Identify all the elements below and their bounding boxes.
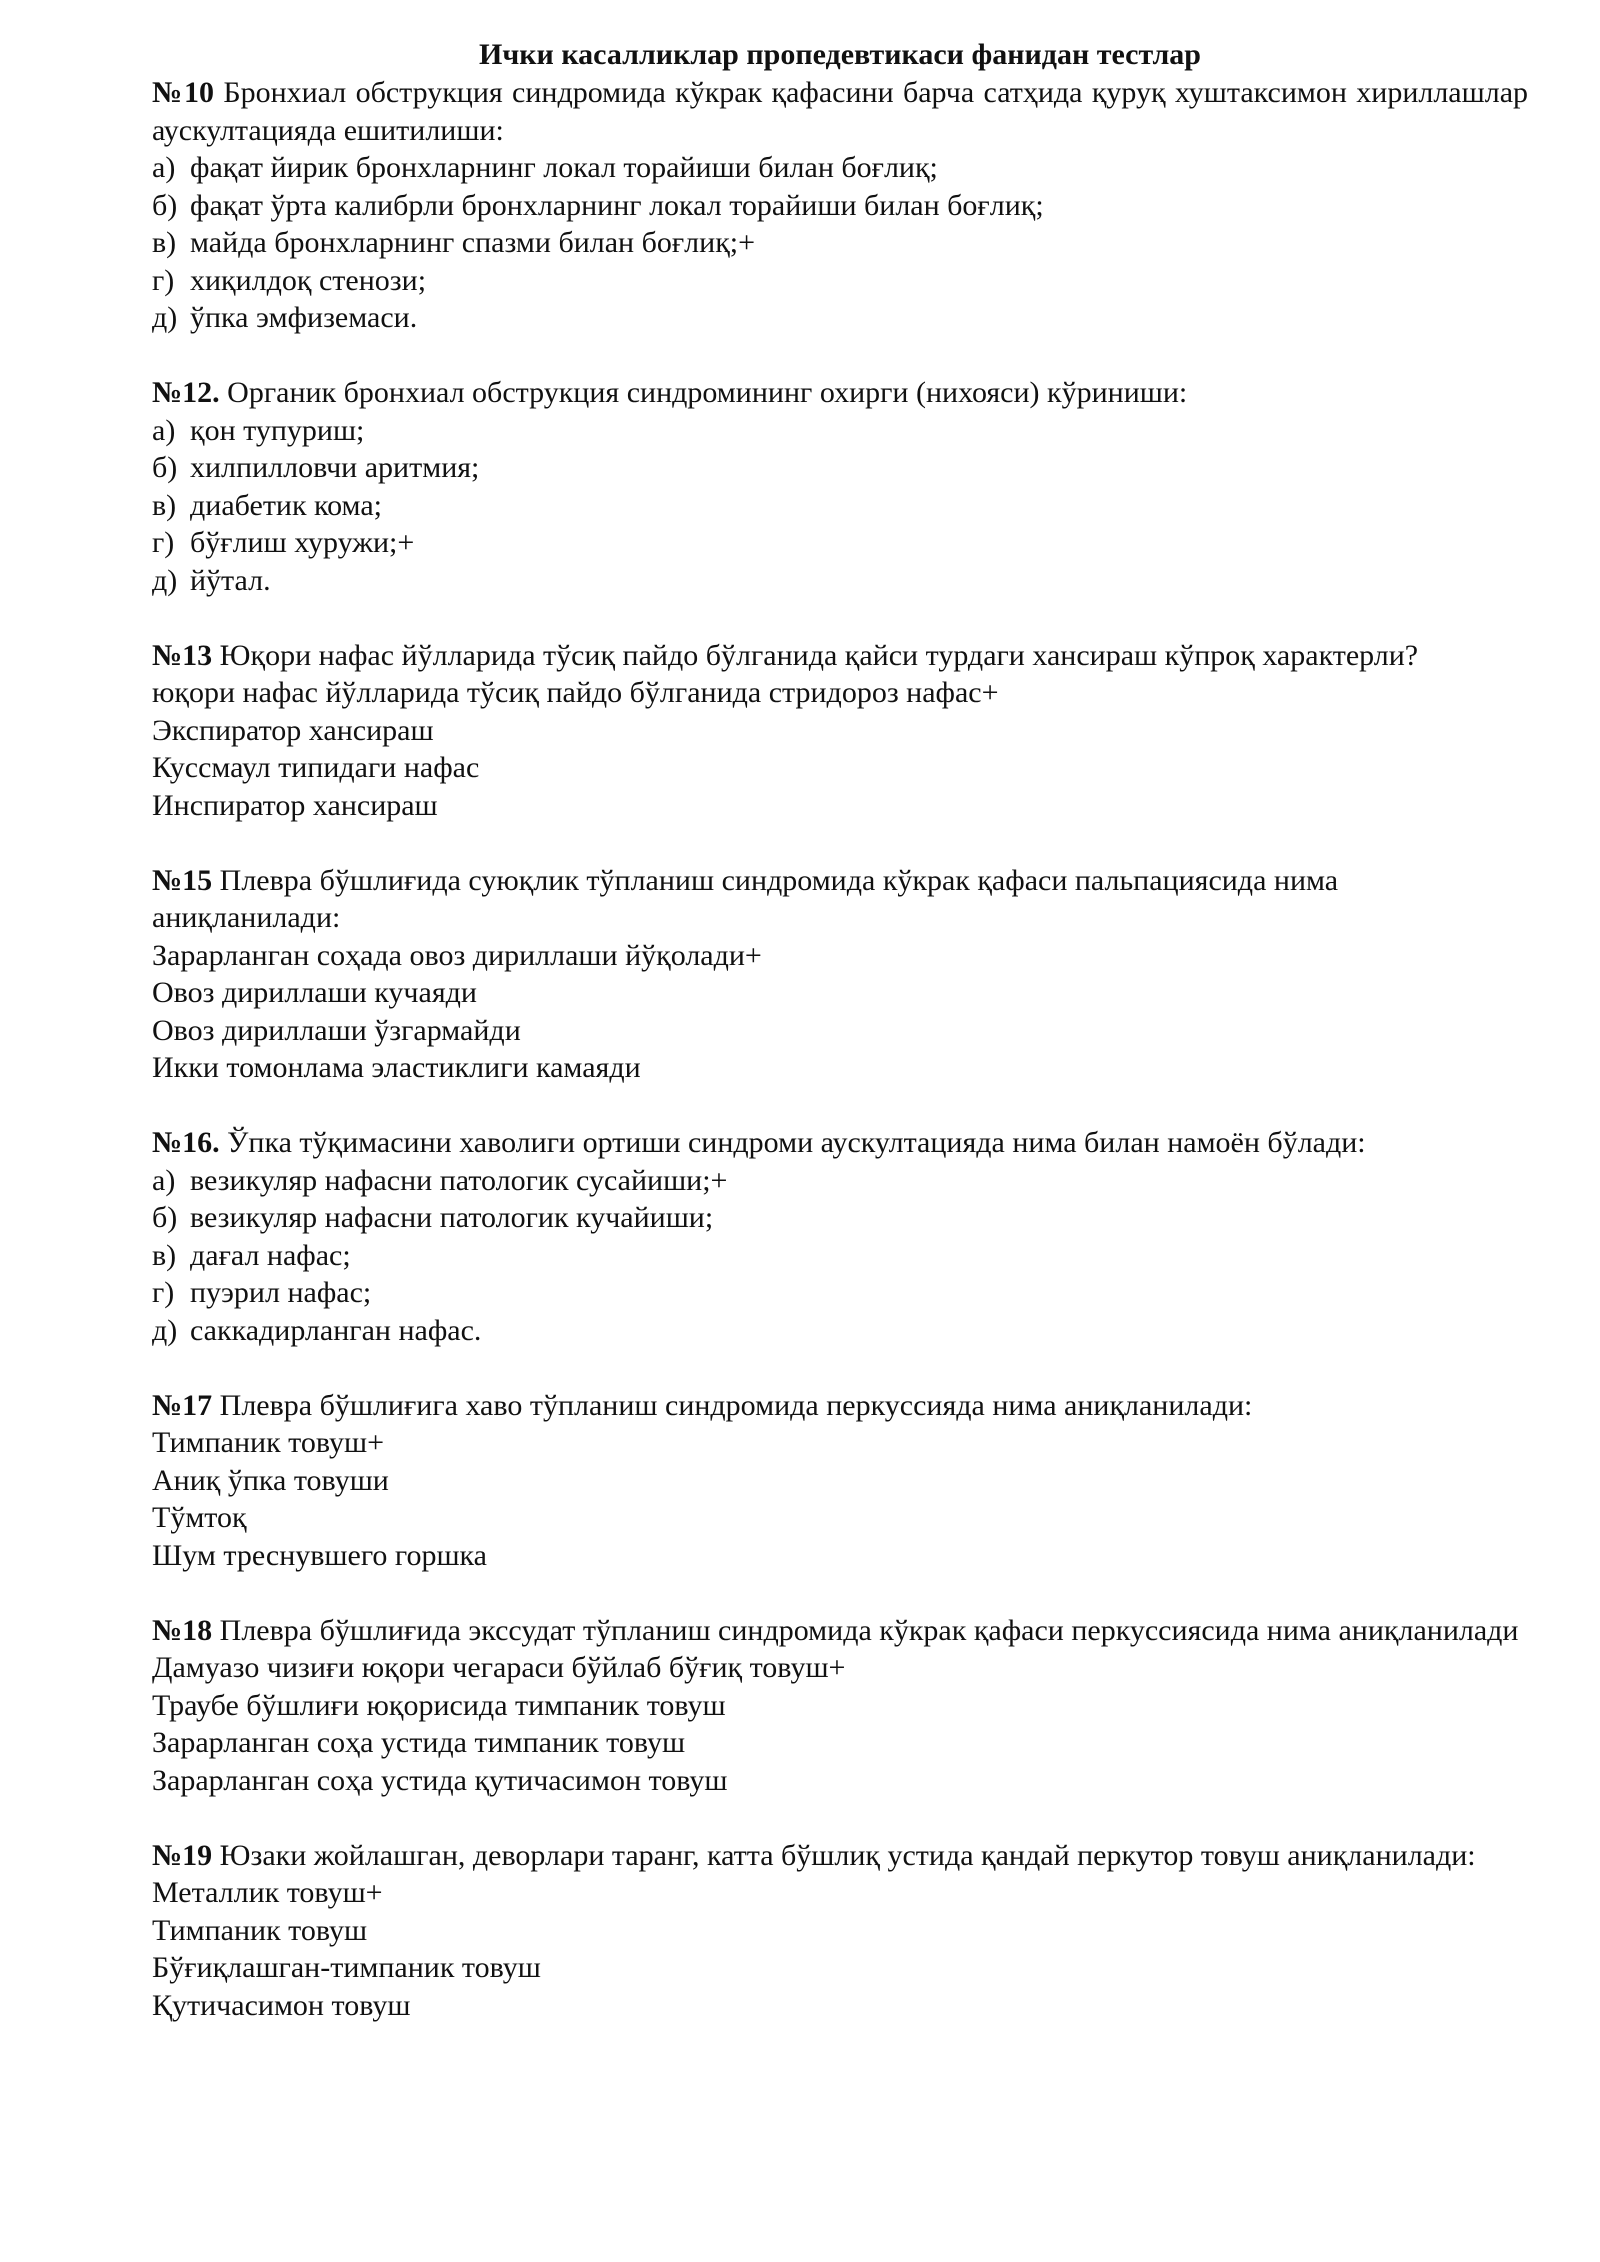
question-text	[152, 74, 1528, 149]
option-text: Куссмаул типидаги нафас	[152, 751, 480, 784]
question-number: №15	[152, 863, 213, 897]
option-text: Металлик товуш+	[152, 1876, 383, 1909]
question-number: №12.	[152, 376, 220, 409]
option-text: Зарарланган соҳа устида қутичасимон товуш	[152, 1763, 728, 1797]
option-label: а)	[152, 151, 176, 184]
option-text: Зарарланган соҳада овоз дириллаши йўқолади+	[152, 938, 762, 972]
option-text: Шум треснувшего горшка	[152, 1538, 487, 1572]
option-text: Траубе бўшлиғи юқорисида тимпаник товуш	[152, 1688, 726, 1722]
question-number: №13	[152, 638, 213, 672]
option-label: г)	[152, 526, 175, 559]
question-body: Ўпка тўқимасини хаволиги ортиши синдроми аускултацияда нима билан намоён бўлади:	[227, 1126, 1366, 1159]
option-text: Дамуазо чизиғи юқори чегараси бўйлаб бўғиқ товуш+	[152, 1651, 846, 1684]
answer-option	[152, 1949, 1528, 1987]
option-text: фақат йирик бронхларнинг локал торайиши билан боғлиқ;	[190, 151, 938, 184]
answer-option	[152, 674, 1528, 712]
option-text: саккадирланган нафас.	[190, 1313, 482, 1347]
option-text: ўпка эмфиземаси.	[190, 301, 418, 334]
option-text: юқори нафас йўлларида тўсиқ пайдо бўлганида стридороз нафас+	[152, 676, 999, 709]
question-text	[152, 862, 1528, 937]
question-number: №10	[152, 76, 214, 109]
option-label: а)	[152, 1163, 176, 1197]
answer-option	[152, 937, 1528, 975]
option-text: Қутичасимон товуш	[152, 1988, 411, 2022]
option-text: Инспиратор хансираш	[152, 788, 438, 822]
question-text	[152, 374, 1528, 412]
option-text: Зарарланган соҳа устида тимпаник товуш	[152, 1726, 686, 1759]
question-number: №18	[152, 1613, 213, 1647]
option-text: Бўғиқлашган-тимпаник товуш	[152, 1951, 541, 1984]
answer-option	[152, 412, 1528, 450]
question-block	[152, 1837, 1528, 2025]
answer-option	[152, 1537, 1528, 1575]
question-block	[152, 374, 1528, 599]
answer-option	[152, 1499, 1528, 1537]
answer-option	[152, 1912, 1528, 1950]
question-body: Юқори нафас йўлларида тўсиқ пайдо бўлганида қайси турдаги хансираш кўпроқ характерли?	[219, 638, 1419, 672]
option-text: везикуляр нафасни патологик кучайиши;	[190, 1201, 714, 1234]
answer-option	[152, 787, 1528, 825]
option-text: Овоз дириллаши кучаяди	[152, 976, 477, 1009]
option-text: Экспиратор хансираш	[152, 713, 434, 747]
option-text: дағал нафас;	[190, 1238, 351, 1272]
option-label: а)	[152, 413, 176, 447]
option-label: д)	[152, 563, 178, 597]
answer-option	[152, 974, 1528, 1012]
option-text: фақат ўрта калибрли бронхларнинг локал торайиши билан боғлиқ;	[190, 188, 1044, 222]
answer-option	[152, 1687, 1528, 1725]
option-text: везикуляр нафасни патологик сусайиши;+	[190, 1163, 728, 1197]
option-label: в)	[152, 1238, 177, 1272]
option-label: в)	[152, 488, 177, 522]
answer-option	[152, 1237, 1528, 1275]
question-block	[152, 1387, 1528, 1575]
question-block	[152, 862, 1528, 1087]
option-text: хиқилдоқ стенози;	[190, 263, 427, 297]
option-label: г)	[152, 1276, 175, 1309]
option-label: г)	[152, 263, 175, 297]
question-text	[152, 1387, 1528, 1425]
answer-option	[152, 262, 1528, 300]
answer-option	[152, 1874, 1528, 1912]
document-page	[152, 36, 1528, 2024]
question-body: Плевра бўшлиғига хаво тўпланиш синдромида перкуссияда нима аниқланилади:	[219, 1388, 1253, 1422]
option-text: Овоз дириллаши ўзгармайди	[152, 1013, 521, 1047]
option-label: б)	[152, 188, 178, 222]
answer-option	[152, 149, 1528, 187]
option-label: б)	[152, 1201, 178, 1234]
answer-option	[152, 1274, 1528, 1312]
answer-option	[152, 1049, 1528, 1087]
question-block	[152, 1124, 1528, 1349]
option-text: йўтал.	[190, 563, 271, 597]
option-text: бўғлиш хуружи;+	[190, 526, 415, 559]
question-number: №16.	[152, 1126, 220, 1159]
option-text: Икки томонлама эластиклиги камаяди	[152, 1051, 641, 1084]
option-label: б)	[152, 451, 178, 484]
option-label: д)	[152, 301, 178, 334]
question-text	[152, 1124, 1528, 1162]
option-text: майда бронхларнинг спазми билан боғлиқ;+	[190, 226, 756, 259]
question-list	[152, 74, 1528, 2024]
question-number: №17	[152, 1388, 213, 1422]
answer-option	[152, 749, 1528, 787]
answer-option	[152, 1424, 1528, 1462]
question-body: Органик бронхиал обструкция синдромининг охирги (нихояси) кўриниши:	[227, 376, 1188, 409]
question-body: Плевра бўшлиғида экссудат тўпланиш синдромида кўкрак қафаси перкуссиясида нима аниқланилади	[219, 1613, 1519, 1647]
answer-option	[152, 1762, 1528, 1800]
document-title: Ички касалликлар пропедевтикаси фанидан тестлар	[479, 38, 1201, 71]
question-body: Юзаки жойлашган, деворлари таранг, катта бўшлиқ устида қандай перкутор товуш аниқланилади:	[219, 1838, 1476, 1872]
answer-option	[152, 1462, 1528, 1500]
question-number: №19	[152, 1838, 213, 1872]
option-text: Тимпаник товуш	[152, 1913, 368, 1947]
answer-option	[152, 712, 1528, 750]
answer-option	[152, 487, 1528, 525]
question-block	[152, 637, 1528, 825]
option-text: Тўмтоқ	[152, 1501, 247, 1534]
answer-option	[152, 524, 1528, 562]
option-text: Аниқ ўпка товуши	[152, 1463, 389, 1497]
answer-option	[152, 299, 1528, 337]
answer-option	[152, 1199, 1528, 1237]
option-text: диабетик кома;	[190, 488, 382, 522]
option-text: хилпилловчи аритмия;	[190, 451, 480, 484]
option-label: д)	[152, 1313, 178, 1347]
question-body: Плевра бўшлиғида суюқлик тўпланиш синдромида кўкрак қафаси пальпациясида нима аниқланилади:	[152, 863, 1339, 934]
answer-option	[152, 1162, 1528, 1200]
option-text: қон тупуриш;	[190, 413, 365, 447]
option-text: пуэрил нафас;	[190, 1276, 372, 1309]
answer-option	[152, 187, 1528, 225]
question-block	[152, 1612, 1528, 1800]
answer-option	[152, 1987, 1528, 2025]
question-text	[152, 1612, 1528, 1650]
answer-option	[152, 1312, 1528, 1350]
answer-option	[152, 1724, 1528, 1762]
question-block	[152, 74, 1528, 337]
answer-option	[152, 1012, 1528, 1050]
answer-option	[152, 224, 1528, 262]
option-text: Тимпаник товуш+	[152, 1426, 385, 1459]
question-text	[152, 1837, 1528, 1875]
question-body: Бронхиал обструкция синдромида кўкрак қафасини барча сатҳида қуруқ хуштаксимон хириллашлар аускултацияда ешитилиши:	[152, 76, 1529, 147]
option-label: в)	[152, 226, 177, 259]
answer-option	[152, 562, 1528, 600]
answer-option	[152, 449, 1528, 487]
answer-option	[152, 1649, 1528, 1687]
question-text	[152, 637, 1528, 675]
